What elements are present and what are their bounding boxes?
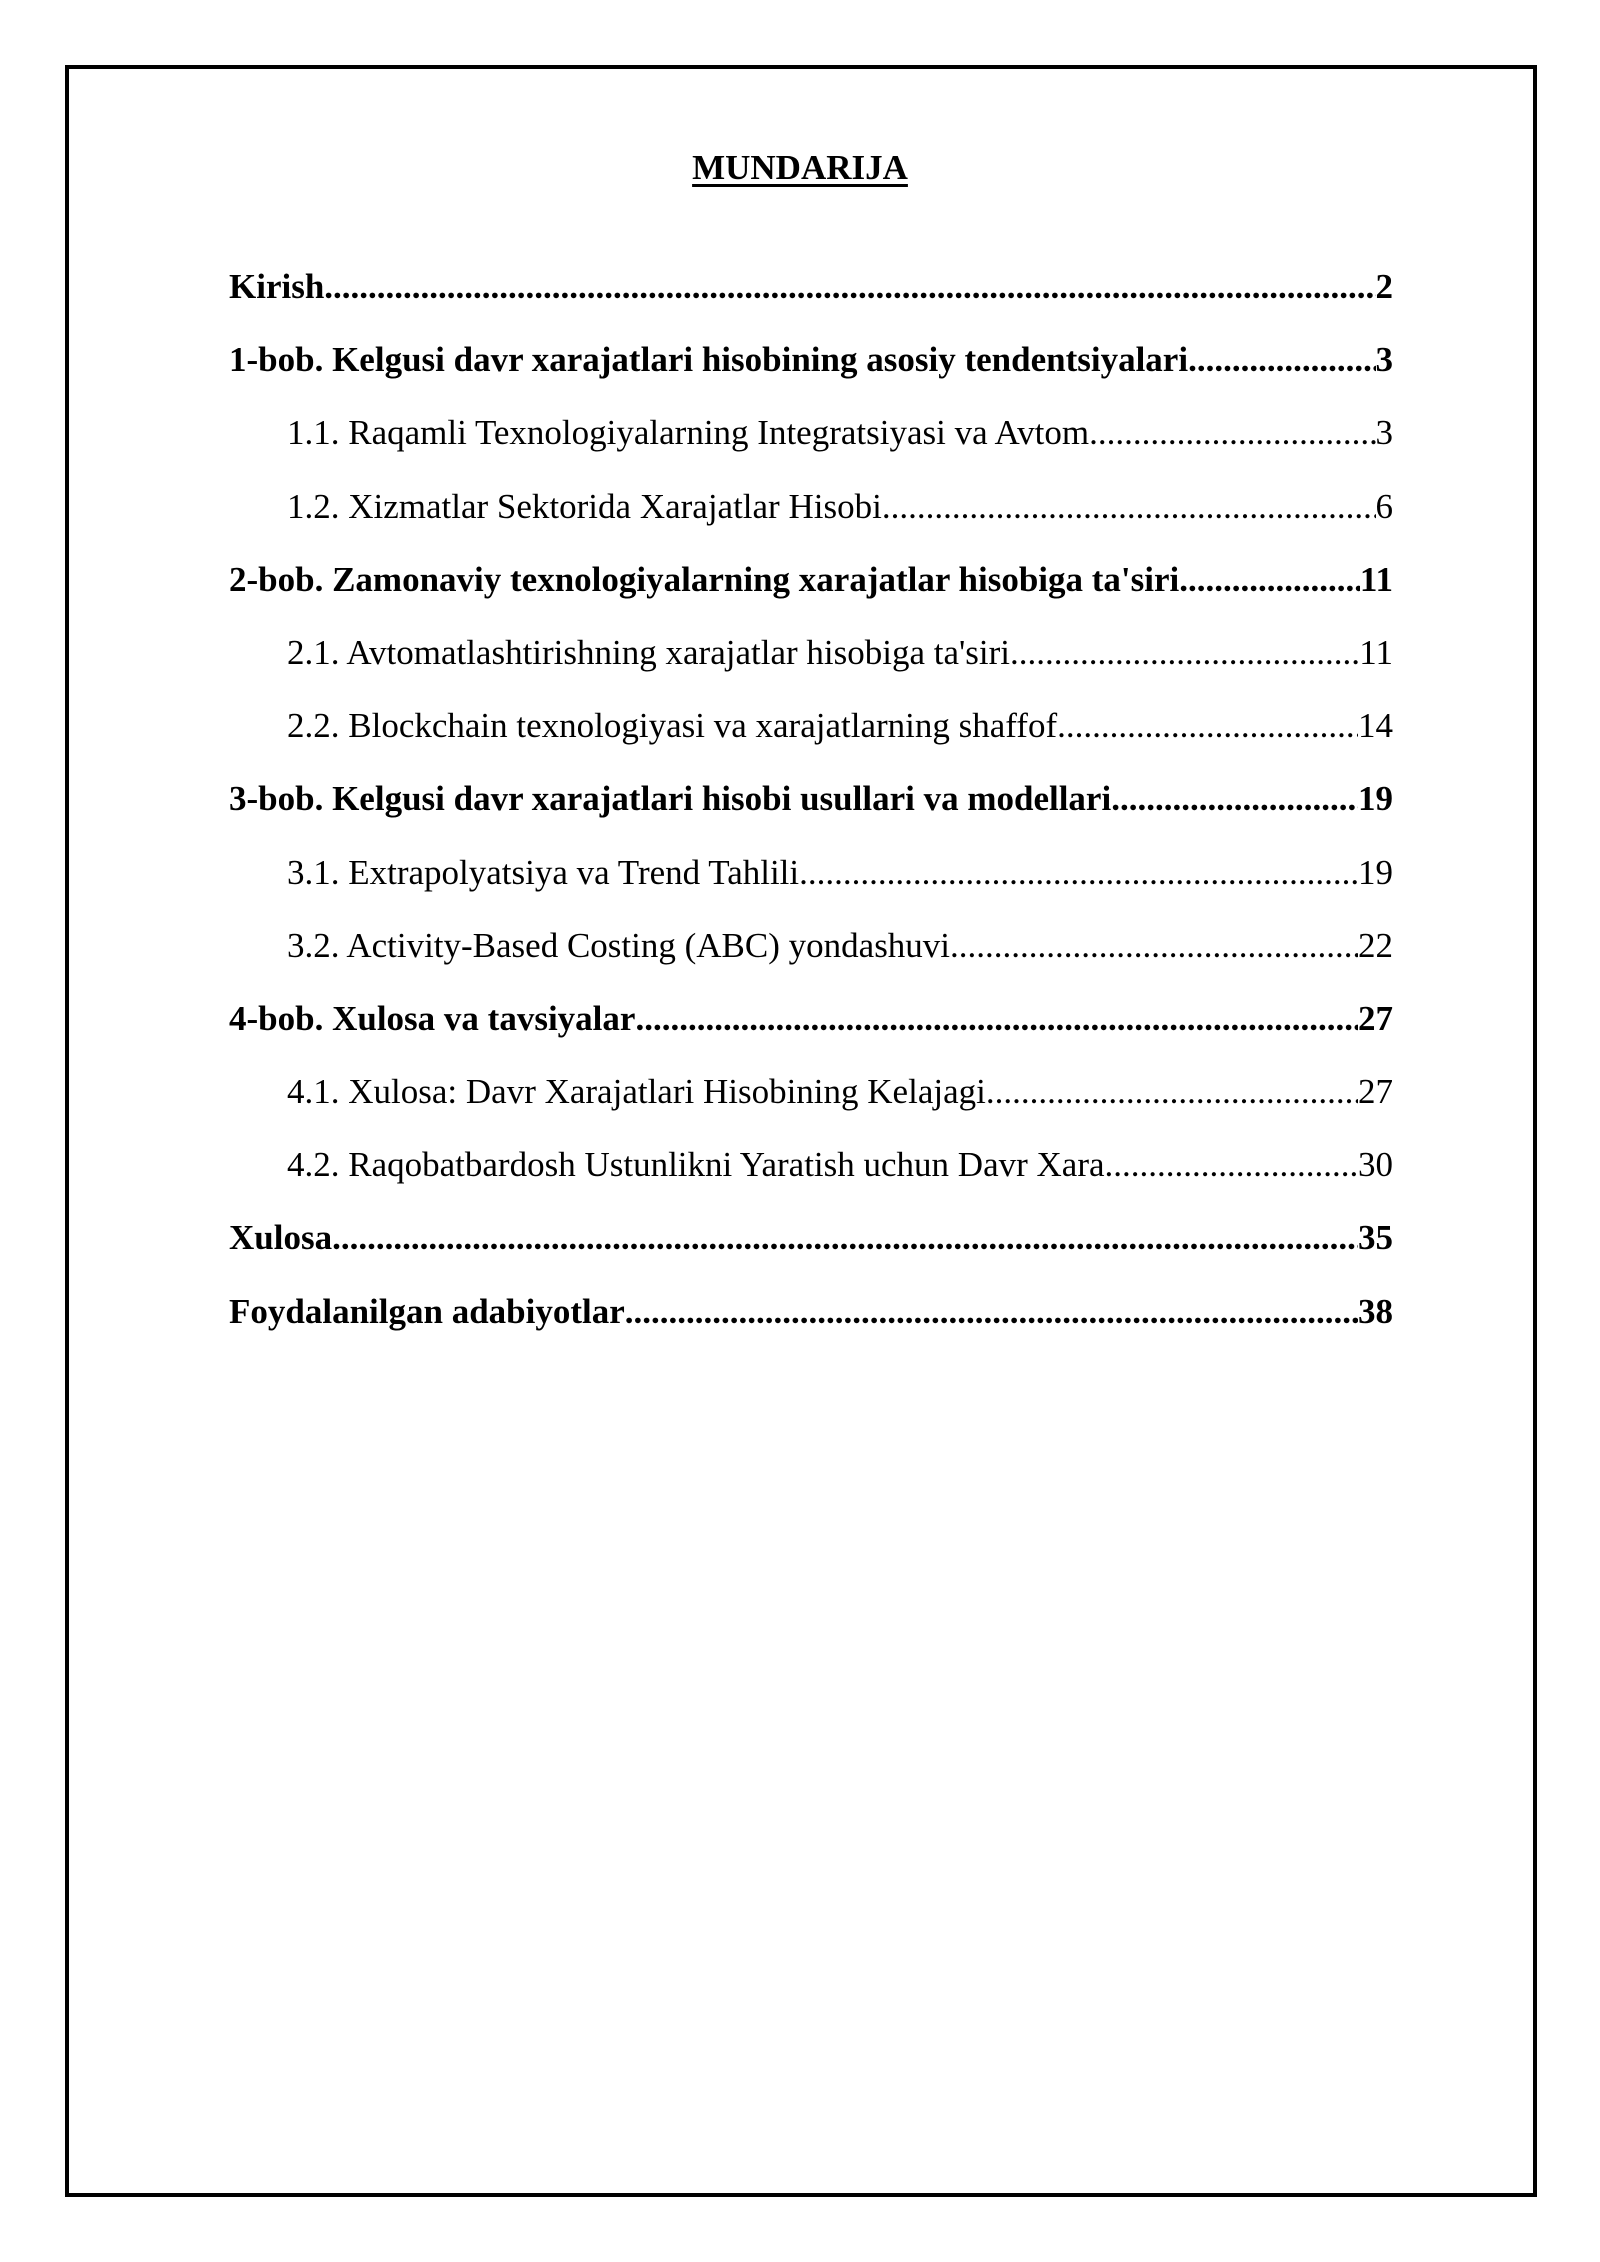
- toc-entry-page: 38: [1358, 1291, 1393, 1331]
- toc-entry[interactable]: [229, 265, 1393, 338]
- toc-leader-dots: [799, 855, 1358, 890]
- toc-entry-page: 6: [1375, 486, 1393, 526]
- toc-entry[interactable]: [229, 1216, 1393, 1289]
- toc-leader-dots: [1111, 781, 1358, 816]
- table-of-contents: [229, 265, 1393, 1363]
- toc-entry-label: 3.1. Extrapolyatsiya va Trend Tahlili: [287, 852, 800, 892]
- toc-entry[interactable]: [229, 997, 1393, 1070]
- toc-entry-page: 3: [1375, 340, 1393, 380]
- toc-entry-label: Kirish: [229, 267, 325, 306]
- toc-entry[interactable]: [229, 1143, 1393, 1216]
- toc-entry-label: 3.2. Activity-Based Costing (ABC) yondashuvi: [287, 925, 951, 965]
- toc-entry[interactable]: [229, 851, 1393, 924]
- toc-entry[interactable]: [229, 777, 1393, 850]
- toc-leader-dots: [1179, 562, 1360, 597]
- toc-entry[interactable]: [229, 704, 1393, 777]
- toc-entry-label: 1-bob. Kelgusi davr xarajatlari hisobining asosiy tendentsiyalari: [229, 340, 1189, 380]
- toc-leader-dots: [1057, 708, 1358, 743]
- toc-entry[interactable]: [229, 1290, 1393, 1363]
- toc-entry-page: 27: [1358, 998, 1393, 1038]
- toc-leader-dots: [1010, 635, 1359, 670]
- toc-entry-page: 27: [1358, 1072, 1393, 1112]
- toc-entry-page: 11: [1359, 559, 1393, 599]
- toc-leader-dots: [882, 489, 1376, 524]
- toc-entry-label: 2.1. Avtomatlashtirishning xarajatlar hisobiga ta'siri: [287, 632, 1011, 672]
- toc-entry-label: 4-bob. Xulosa va tavsiyalar: [229, 998, 636, 1038]
- toc-entry-label: Xulosa: [229, 1218, 333, 1258]
- toc-leader-dots: [1089, 415, 1375, 450]
- toc-entry-page: 2: [1375, 267, 1393, 306]
- toc-entry-label: 4.2. Raqobatbardosh Ustunlikni Yaratish uchun Davr Xara: [287, 1145, 1105, 1185]
- toc-entry-label: 4.1. Xulosa: Davr Xarajatlari Hisobining Kelajagi: [287, 1072, 986, 1112]
- toc-entry[interactable]: [229, 338, 1393, 411]
- toc-entry-label: 1.1. Raqamli Texnologiyalarning Integratsiyasi va Avtom: [287, 413, 1090, 453]
- toc-entry[interactable]: [229, 411, 1393, 484]
- toc-entry[interactable]: [229, 924, 1393, 997]
- toc-entry-label: 1.2. Xizmatlar Sektorida Xarajatlar Hisobi: [287, 486, 882, 526]
- toc-leader-dots: [1188, 342, 1375, 377]
- toc-entry-page: 19: [1358, 779, 1393, 819]
- toc-entry[interactable]: [229, 558, 1393, 631]
- toc-entry-page: 14: [1358, 706, 1393, 746]
- toc-leader-dots: [635, 1001, 1358, 1036]
- toc-entry-label: 2.2. Blockchain texnologiyasi va xarajatlarning shaffof: [287, 706, 1058, 746]
- toc-leader-dots: [986, 1074, 1358, 1109]
- toc-leader-dots: [1105, 1147, 1358, 1182]
- toc-entry-page: 3: [1375, 413, 1393, 453]
- toc-entry-page: 35: [1358, 1218, 1393, 1258]
- toc-entry-page: 30: [1358, 1145, 1393, 1185]
- toc-entry[interactable]: [229, 1070, 1393, 1143]
- toc-entry-label: 3-bob. Kelgusi davr xarajatlari hisobi usullari va modellari: [229, 779, 1112, 819]
- toc-entry-label: 2-bob. Zamonaviy texnologiyalarning xarajatlar hisobiga ta'siri: [229, 559, 1180, 599]
- toc-leader-dots: [332, 1220, 1358, 1255]
- toc-entry[interactable]: [229, 485, 1393, 558]
- toc-leader-dots: [324, 269, 1375, 304]
- toc-entry-page: 11: [1359, 632, 1393, 672]
- toc-entry-label: Foydalanilgan adabiyotlar: [229, 1291, 625, 1331]
- page-title: MUNDARIJA: [692, 148, 908, 187]
- toc-entry-page: 19: [1358, 852, 1393, 892]
- toc-entry[interactable]: [229, 631, 1393, 704]
- toc-entry-page: 22: [1358, 925, 1393, 965]
- toc-leader-dots: [625, 1294, 1358, 1329]
- toc-leader-dots: [950, 928, 1358, 963]
